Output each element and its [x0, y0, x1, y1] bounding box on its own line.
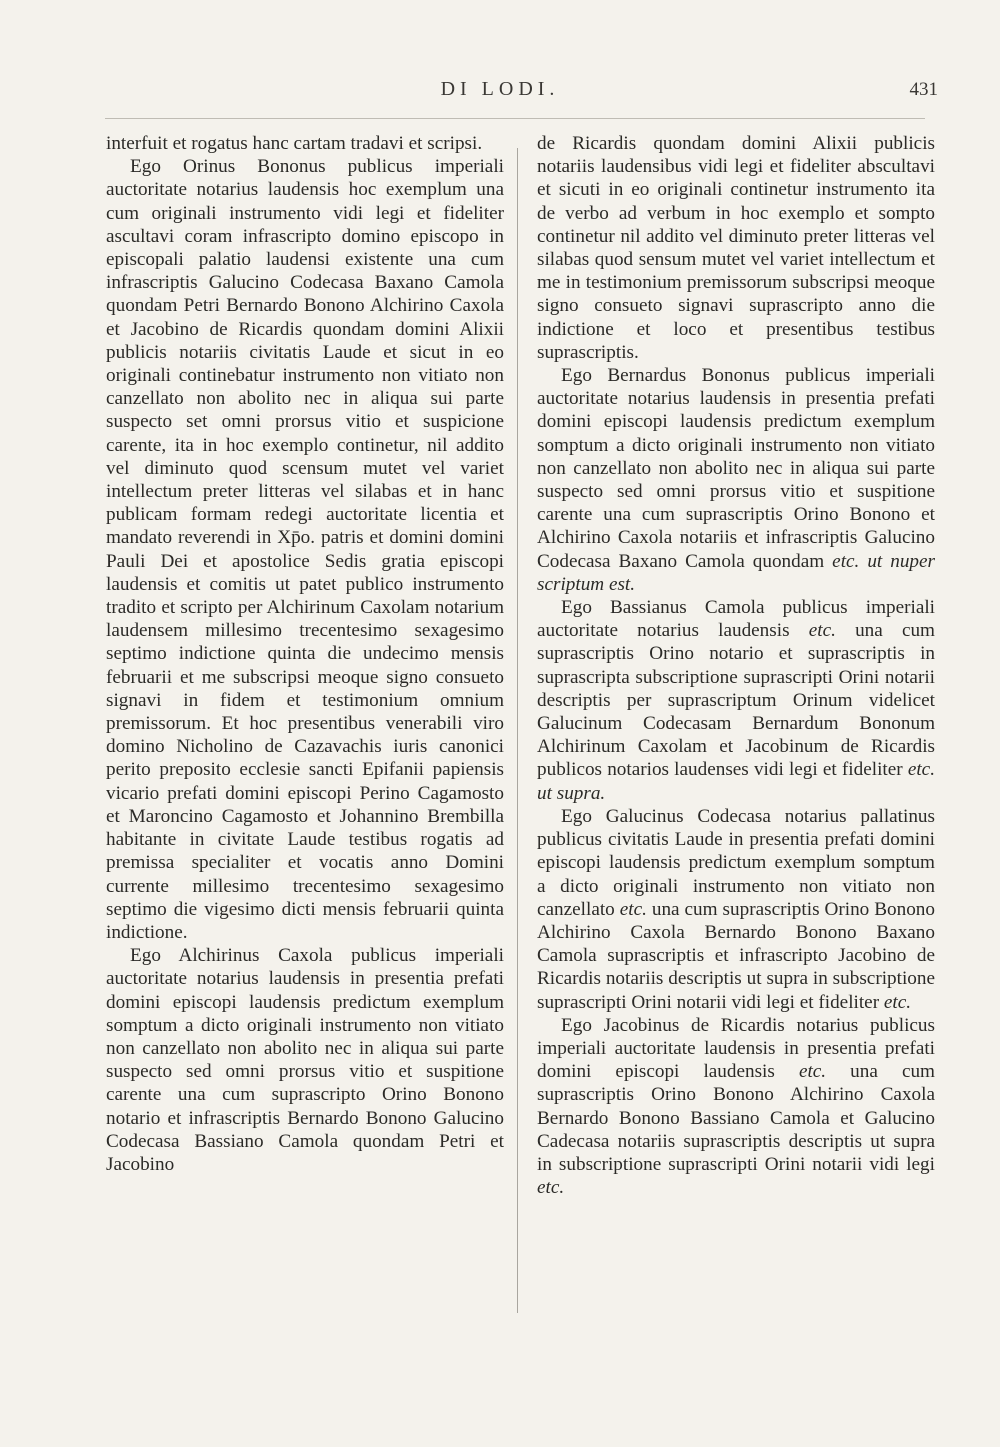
paragraph — [537, 1014, 935, 1200]
text-run: una cum suprascriptis Orino Bonono Alchirino Caxola Bernardo Bonono Baxano Camola suprascriptis et infrascripto Jacobino de Ricardis notariis descriptis ut supra in subscriptione suprascripti Orini notarii vidi legi et fideliter — [537, 898, 935, 1013]
text-run: de Ricardis quondam domini Alixii publicis notariis laudensibus vidi legi et fideliter abscultavi et sicuti in eo originali continetur instrumento ita de verbo ad verbum in hoc exemplo et sompto continetur nil addito vel diminuto preter litteras vel silabas quod sensum mutet vel variet intellectum et me in testimonium premissorum subscripsi meoque signo consueto signavi suprascripto anno die indictione et loco et presentibus testibus suprascriptis. — [537, 133, 935, 363]
text-run: Ego Jacobinus de Ricardis notarius publicus imperiali auctoritate laudensis in presentia prefati domini episcopi laudensis — [537, 1014, 935, 1083]
paragraph — [537, 805, 935, 1014]
text-run: Ego Orinus Bononus publicus imperiali auctoritate notarius laudensis hoc exemplum una cum originali instrumento vidi legi et fideliter ascultavi coram infrascripto domino episcopo in episcopali palatio laudensi existente una cum infrascriptis Galucino Codecasa Baxano Camola quondam Petri Bernardo Bonono Alchirino Caxola et Jacobino de Ricardis quondam domini Alixii publicis notariis civitatis Laude et sicut in eo originali continebatur instrumento non vitiato non canzellato non abolito nec in aliqua sui parte suspecto set omni prorsus vitio et suspicione carente, ita in hoc exemplo continetur, nil addito vel diminuto quod scensum mutet vel variet intellectum preter litteras vel silabas et in hanc publicam formam redegi auctoritate licentia et mandato reverendi in Xp̄o. patris et domini domini Pauli Dei et apostolice Sedis gratia episcopi laudensis et comitis ut patet publico instrumento tradito et scripto per Alchirinum Caxolam notarium laudensem millesimo trecentesimo sexagesimo septimo indictione quinta die undecimo mensis februarii et me subscripsi meoque signo consueto signavi in fidem et testimonium omnium premissorum. Et hoc presentibus venerabili viro domino Nicholino de Cazavachis iuris canonici perito preposito ecclesie sancti Epifanii papiensis vicario prefati domini episcopi Perino Cagamosto et Maroncino Cagamosto et Johannino Brembilla habitante in civitate Laude testibus rogatis ad premissa specialiter et vocatis anno Domini currente millesimo trecentesimo sexagesimo septimo die vigesimo dicti mensis februarii quinta indictione. — [106, 156, 504, 943]
italic-text-run: etc. — [619, 898, 647, 920]
page-number: 431 — [909, 79, 938, 100]
left-column — [106, 132, 504, 1176]
paragraph — [106, 944, 504, 1176]
italic-text-run: etc. ut nuper scriptum est. — [537, 550, 935, 595]
paragraph — [106, 132, 504, 155]
italic-text-run: etc. — [537, 1177, 565, 1199]
text-run: Ego Bassianus Camola publicus imperiali auctoritate notarius laudensis — [537, 597, 935, 642]
italic-text-run: etc. — [883, 991, 912, 1013]
paragraph — [537, 132, 935, 364]
italic-text-run: etc. — [798, 1061, 827, 1083]
paragraph — [537, 596, 935, 805]
text-run: Ego Bernardus Bononus publicus imperiali auctoritate notarius laudensis in presentia prefati domini episcopi laudensis predictum exemplum somptum a dicto originali instrumento non vitiato non canzellato non abolito nec in aliqua sui parte suspecto sed omni prorsus vitio et suspitione carente una cum suprascriptis Orino Bonono et Alchirino Caxola notariis et infrascriptis Galucino Codecasa Baxano Camola quondam — [537, 365, 935, 572]
right-column — [537, 132, 935, 1199]
column-divider — [517, 148, 518, 1313]
paragraph — [106, 155, 504, 944]
text-run: una cum suprascriptis Orino Bonono Alchirino Caxola Bernardo Bonono Bassiano Camola et Galucino Cadecasa notariis suprascriptis descriptis ut supra in subscriptione suprascripti Orini notarii vidi legi — [537, 1061, 935, 1175]
text-run: interfuit et rogatus hanc cartam tradavi et scripsi. — [106, 133, 483, 154]
italic-text-run: etc. — [808, 620, 836, 642]
italic-text-run: etc. ut supra. — [537, 759, 935, 804]
text-run: Ego Alchirinus Caxola publicus imperiali auctoritate notarius laudensis in presentia prefati domini episcopi laudensis predictum exemplum somptum a dicto originali instrumento non vitiato non canzellato non abolito nec in aliqua sui parte suspecto sed omni prorsus vitio et suspitione carente una cum suprascripto Orino Bonono notario et infrascriptis Bernardo Bonono Galucino Codecasa Bassiano Camola quondam Petri et Jacobino — [106, 945, 504, 1175]
paragraph — [537, 364, 935, 596]
header-rule — [105, 118, 925, 119]
text-run: Ego Galucinus Codecasa notarius pallatinus publicus civitatis Laude in presentia prefati domini episcopi laudensis predictum exemplum somptum a dicto originali instrumento non vitiato non canzellato — [537, 805, 935, 920]
text-run: una cum suprascriptis Orino notario et suprascriptis in suprascripta subscriptione suprascripti Orini notarii descriptis per suprascriptum Orinum videlicet Galucinum Codecasam Bernardum Bononum Alchirinum Caxolam et Jacobinum de Ricardis publicos notarios laudenses vidi legi et fideliter — [537, 620, 935, 781]
running-title: DI LODI. — [440, 78, 560, 100]
